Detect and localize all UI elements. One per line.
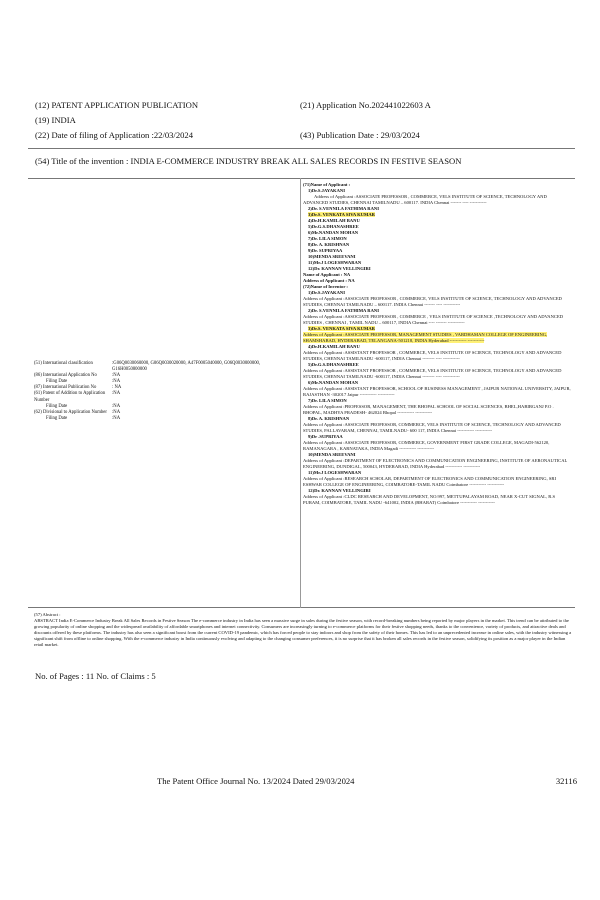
publication-date: (43) Publication Date : 29/03/2024: [300, 130, 420, 140]
applicant-address: Address of Applicant :ASSOCIATE PROFESSOR , COMMERCE, VELS INSTITUTE OF SCIENCE, TECHNOLOGY AND ADVANCED STUDIES, CHENNAI TAMILNADU – 600117. INDIA Chennai ------- ---- -----------: [303, 194, 547, 205]
applicant-name: 1)Dr.S.JAYAKANI: [308, 188, 346, 193]
inventor-entry: [303, 308, 571, 326]
applicant-name: 5)Dr.G.S.DHANASHREE: [308, 224, 359, 229]
abstract-heading: (57) Abstract :: [34, 612, 61, 617]
applicant-name: 9)Dr. SUPRIYAA: [308, 248, 343, 253]
inventor-entry: [303, 290, 571, 308]
inventor-entry: [303, 470, 571, 488]
header-divider: [28, 148, 575, 149]
inventor-name: 5)Dr.G.S.DHANASHREE: [308, 362, 359, 367]
filing-date: (22) Date of filing of Application :22/03/2024: [35, 130, 194, 140]
inventor-entry: [303, 362, 571, 380]
applicant-name: 11)Mr.J LOGESHWARAN: [308, 260, 362, 265]
inventor-address: Address of Applicant :CLDC RESEARCH AND DEVELOPMENT, NO.997, METTUPALAYAM ROAD, NEAR X-CUT SIGNAL, R.S PURAM, COIMBATORE, TAMIL NADU -641002, INDIA (BHARAT) Coimbatore ----------- -----------: [303, 494, 556, 505]
inventor-name: 2)Dr. S.VENNILA FATHIMA RANI: [308, 308, 379, 313]
inventor-name: 6)Mr.NANDAN MOHAN: [308, 380, 359, 385]
field-value: : NA: [112, 385, 122, 391]
inventor-address: Address of Applicant :ASSOCIATE PROFESSOR, COMMERCE, GOVERNMENT FIRST GRADE COLLEGE, MAGADI-562120, RAMANAGARA , KARNATAKA, INDIA Magadi ----------- -----------: [303, 440, 550, 451]
inventor-entry: [303, 452, 571, 470]
inventor-entry: [303, 326, 571, 344]
field-value: :NA: [112, 403, 121, 409]
classification-fields: [34, 361, 296, 422]
page-number: 32116: [555, 776, 577, 786]
column-divider: [300, 178, 301, 608]
field-label: Filing Date: [46, 379, 68, 385]
invention-title: (54) Title of the invention : INDIA E-COMMERCE INDUSTRY BREAK ALL SALES RECORDS IN FESTIVE SEASON: [35, 156, 462, 166]
field-label: (62) Divisional to Application Number: [34, 409, 107, 415]
classification-row: [34, 416, 296, 422]
journal-footer: [157, 776, 577, 786]
field-label: (86) International Application No: [34, 373, 97, 379]
applicant-name: 2)Dr. S.VENNILA FATHIMA RANI: [308, 206, 379, 211]
field-label: (51) International classification: [34, 361, 93, 366]
inventor-name: 1)Dr.S.JAYAKANI: [308, 290, 346, 295]
field-value: :NA: [112, 379, 121, 385]
inventor-name: 3)Dr.S. VENKATA SIVA KUMAR: [308, 326, 376, 331]
journal-reference: The Patent Office Journal No. 13/2024 Dated 29/03/2024: [157, 776, 355, 786]
inventor-entry: [303, 398, 571, 416]
inventor-name: 7)Dr. LILA SIMON: [308, 398, 347, 403]
inventor-address: Address of Applicant :RESEARCH SCHOLAR, DEPARTMENT OF ELECTRONICS AND COMMUNICATION ENGINEERING, SRI ESHWAR COLLEGE OF ENGINEERING, COIMBATORE-TAMIL NADU Coimbatore ----------- -----------: [303, 476, 557, 487]
address-of-applicant-na: Address of Applicant : NA: [303, 278, 355, 283]
publication-header: [35, 98, 575, 143]
inventor-entry: [303, 380, 571, 398]
classification-row: [34, 361, 296, 373]
inventor-list: [303, 290, 571, 506]
inventor-address: Address of Applicant :ASSOCIATE PROFESSOR, COMMERCE, VELS INSTITUTE OF SCIENCE, TECHNOLOGY AND ADVANCED STUDIES, PALLAVARAM, CHENNAI, TAMILNADU- 600 117, INDIA Chennai ----------- -----------: [303, 422, 561, 433]
inventor-address: Address of Applicant :ASSOCIATE PROFESSOR, MANAGEMENT STUDIES , VARDHAMAN COLLEGE OF ENGINEERING, SHAMSHABAD, HYDERABAD, TELANGANA-501218, INDIA Hyderabad ----------- -----------: [303, 332, 548, 343]
inventor-address: Address of Applicant :PROFESSOR, MANAGEMENT, THE BHOPAL SCHOOL OF SOCIAL SCIENCES, BHEL,HABIBGANJ P.O . BHOPAL, MADHYA PRADESH- 462024 Bhopal ----------- -----------: [303, 404, 554, 415]
inventor-address: Address of Applicant :ASSISTANT PROFESSOR , COMMERCE, VELS INSTITUTE OF SCIENCE, TECHNOLOGY AND ADVANCED STUDIES, CHENNAI TAMILNADU -600117, INDIA Chennai -------- ---- -----------: [303, 368, 562, 379]
applicant-name: 10)MENDA SREEVANI: [308, 254, 356, 259]
inventor-name: 8)Dr. A. KRISHNAN: [308, 416, 350, 421]
inventor-name: 4)Dr.H.KAMILAH BANU: [308, 344, 360, 349]
classification-row: [34, 391, 296, 403]
field-label: (61) Patent of Addition to Application Number: [34, 391, 106, 403]
name-of-applicant-na: Name of Applicant : NA: [303, 272, 351, 277]
field-value: :NA: [112, 409, 121, 415]
inventor-address: Address of Applicant :ASSISTANT PROFESSOR , COMMERCE, VELS INSTITUTE OF SCIENCE, TECHNOLOGY AND ADVANCED STUDIES, CHENNAI TAMILNADU -600117, INDIA Chennai -------- ---- -----------: [303, 350, 562, 361]
inventor-address: Address of Applicant :ASSOCIATE PROFESSOR , COMMERCE , VELS INSTITUTE OF SCIENCE ,TECHNOLOGY AND ADVANCED STUDIES , CHENNAI , TAMIL NADU – 600117, INDIA Chennai ---- ------- -----------: [303, 314, 564, 325]
country: (19) INDIA: [35, 115, 76, 125]
field-value: :NA: [112, 391, 121, 397]
applicant-name: 4)Dr.H.KAMILAH BANU: [308, 218, 360, 223]
inventor-name: 9)Dr .SUPRIYAA: [308, 434, 343, 439]
inventor-name: 10)MENDA SREEVANI: [308, 452, 356, 457]
inventor-address: Address of Applicant :ASSISTANT PROFESSOR, SCHOOL OF BUSINESS MANAGEMENT , JAIPUR NATIONAL UNIVERSITY, JAIPUR, RAJASTHAN -302017 Jaipur ----------- -----------: [303, 386, 571, 397]
highlighted-name: 3)Dr.S. VENKATA SIVA KUMAR: [308, 212, 376, 217]
field-value: :G06Q0030060000, G06Q0030020000, A47F0005040000, G06Q0030000000, G16H0050800000: [112, 361, 261, 373]
pages-and-claims: No. of Pages : 11 No. of Claims : 5: [35, 671, 156, 681]
applicant-name: 8)Dr. A. KRISHNAN: [308, 242, 350, 247]
publication-type: (12) PATENT APPLICATION PUBLICATION: [35, 100, 199, 110]
abstract-text: ABSTRACT India E-Commerce Industry Break All Sales Records in Festive Season The e-commerce industry in India has seen a massive surge in sales during the festive season, with record-breaking numbers being reported by major players in the market. This trend can be attributed to the growing popularity of online shopping and the widespread availability of affordable smartphones and internet connectivity. Consumers are increasingly turning to e-commerce platforms for their festive shopping needs, thanks to the convenience, variety of products, and attractive deals and discounts offered by these platforms. The industry has also seen a significant boost from the current COVID-19 pandemic, which has forced people to stay indoors and shop from the safety of their homes. This has led to an unprecedented increase in online sales, with the industry witnessing a significant shift from offline to online shopping. With the e-commerce industry in India continuously evolving and adapting to the changing consumer preferences, it is no surprise that it has broken all sales records in the festive season, solidifying its position as a major player in the Indian retail market.: [34, 618, 572, 648]
applicants-heading: (71)Name of Applicant :: [303, 182, 351, 187]
field-value: :NA: [112, 373, 121, 379]
inventor-name: 11)Mr.J LOGESHWARAN: [308, 470, 362, 475]
applicant-name: 7)Dr. LILA SIMON: [308, 236, 347, 241]
inventors-heading: (72)Name of Inventor :: [303, 284, 348, 289]
applicant-name: 6)Mr.NANDAN MOHAN: [308, 230, 359, 235]
inventor-entry: [303, 416, 571, 434]
inventor-entry: [303, 434, 571, 452]
field-label: Filing Date: [46, 403, 68, 409]
applicants-inventors: [303, 182, 571, 506]
field-value: :NA: [112, 415, 121, 421]
applicant-names-list: [303, 206, 571, 272]
application-number: (21) Application No.202441022603 A: [300, 100, 431, 110]
inventor-name: 12)Dr. KANNAN VELLINGIRI: [308, 488, 371, 493]
field-label: (87) International Publication No: [34, 385, 97, 391]
inventor-entry: [303, 344, 571, 362]
inventor-address: Address of Applicant :DEPARTMENT OF ELECTRONICS AND COMMUNICATION ENGINEERING, INSTITUTE OF AERONAUTICAL ENGINEERING, DUNDIGAL, 500043, HYDERABAD, INDIA Hyderabad ----------- -----------: [303, 458, 568, 469]
inventor-address: Address of Applicant :ASSOCIATE PROFESSOR , COMMERCE, VELS INSTITUTE OF SCIENCE, TECHNOLOGY AND ADVANCED STUDIES, CHENNAI TAMILNADU – 600117. INDIA Chennai ------- ---- -----------: [303, 296, 562, 307]
applicant-name: 12)Dr. KANNAN VELLINGIRI: [308, 266, 371, 271]
inventor-entry: [303, 488, 571, 506]
abstract-section: [34, 612, 574, 649]
field-label: Filing Date: [46, 415, 68, 421]
